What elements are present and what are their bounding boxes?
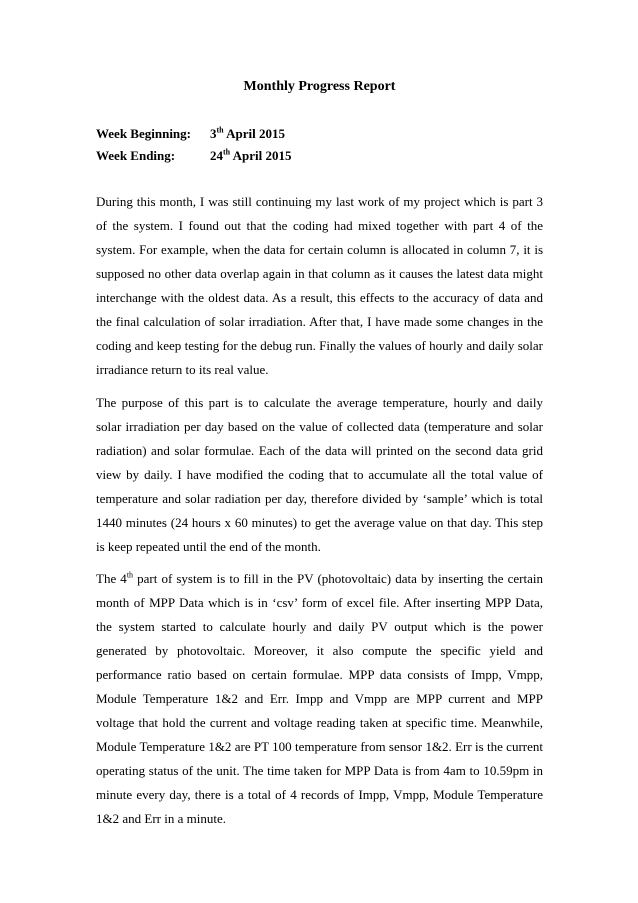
paragraph-3 (96, 567, 543, 831)
paragraph-3-body: part of system is to fill in the PV (photovoltaic) data by inserting the certain month of MPP Data which is in ‘csv’ form of excel file. After inserting MPP Data, the system started to calculate hourly and daily PV output which is the power generated by photovoltaic. Moreover, it also compute the specific yield and performance ratio based on certain formulae. MPP data consists of Impp, Vmpp, Module Temperature 1&2 and Err. Impp and Vmpp are MPP current and MPP voltage that hold the current and voltage reading taken at specific time. Meanwhile, Module Temperature 1&2 are PT 100 temperature from sensor 1&2. Err is the current operating status of the unit. The time taken for MPP Data is from 4am to 10.59pm in minute every day, there is a total of 4 records of Impp, Vmpp, Module Temperature 1&2 and Err in a minute. (96, 571, 543, 826)
week-ending-day: 24 (210, 148, 223, 163)
week-ending-rest: April 2015 (230, 148, 292, 163)
paragraph-3-suffix: th (126, 570, 134, 580)
week-ending-label: Week Ending: (96, 148, 176, 163)
week-ending-row (96, 147, 543, 169)
week-ending-value (210, 147, 292, 169)
week-beginning-value (210, 125, 285, 147)
week-ending-suffix: th (223, 147, 231, 157)
page-title: Monthly Progress Report (243, 79, 396, 94)
week-beginning-suffix: th (216, 125, 224, 135)
paragraph-1: During this month, I was still continuing my last work of my project which is part 3 of the system. I found out that the coding had mixed together with part 4 of the system. For example, when the data for certain column is allocated in column 7, it is supposed no other data overlap again in that column as it causes the latest data might interchange with the oldest data. As a result, this effects to the accuracy of data and the final calculation of solar irradiation. After that, I have made some changes in the coding and keep testing for the debug run. Finally the values of hourly and daily solar irradiance return to its real value. (96, 194, 543, 377)
week-beginning-rest: April 2015 (223, 126, 286, 141)
paragraph-3-lead: The 4 (96, 571, 127, 586)
paragraph-2: The purpose of this part is to calculate the average temperature, hourly and daily solar irradiation per day based on the value of collected data (temperature and solar radiation) and solar formulae. Each of the data will printed on the second data grid view by daily. I have modified the coding that to accumulate all the total value of temperature and solar radiation per day, therefore divided by ‘sample’ which is total 1440 minutes (24 hours x 60 minutes) to get the average value on that day. This step is keep repeated until the end of the month. (96, 395, 543, 554)
week-beginning-row (96, 125, 543, 147)
week-beginning-label: Week Beginning: (96, 126, 191, 141)
week-beginning-day: 3 (210, 126, 217, 141)
week-info (96, 125, 543, 169)
